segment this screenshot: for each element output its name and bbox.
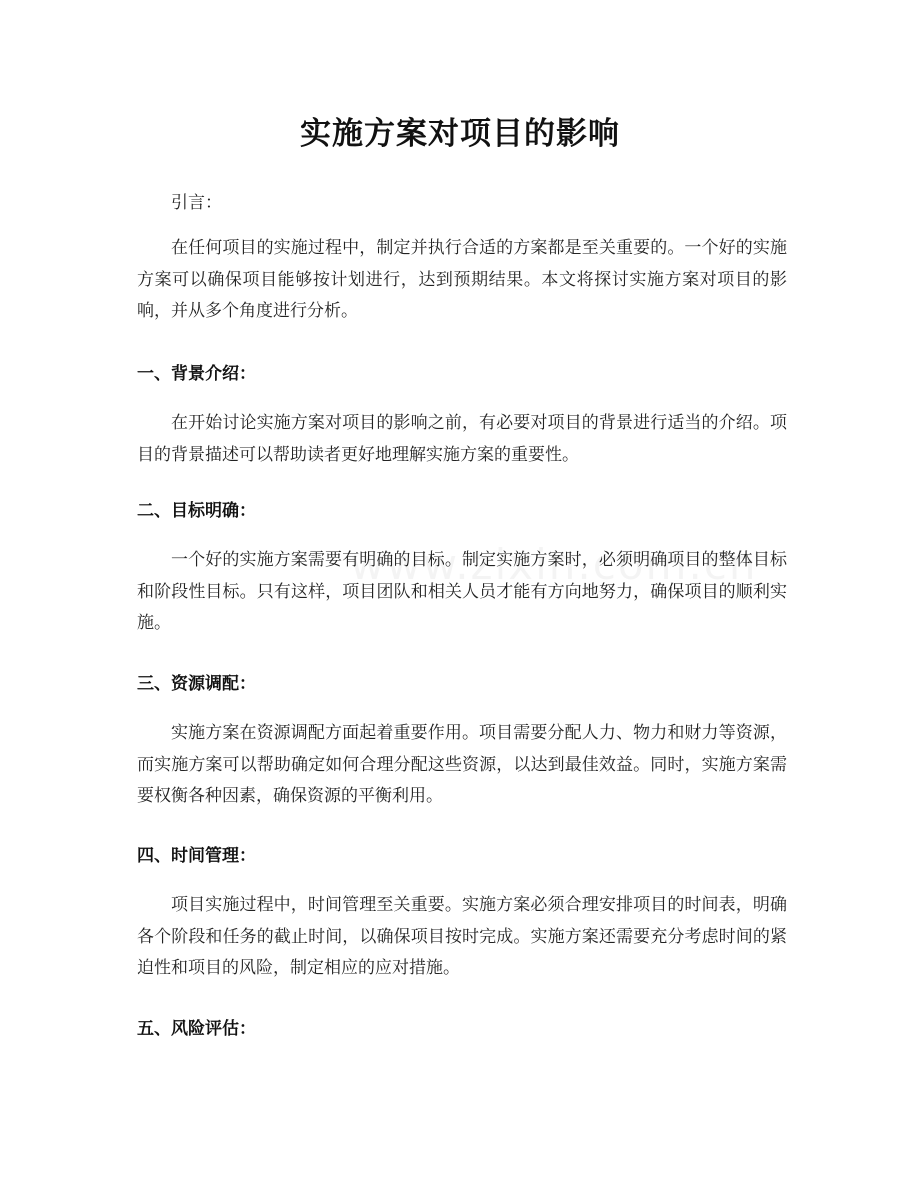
section-paragraph: 项目实施过程中，时间管理至关重要。实施方案必须合理安排项目的时间表，明确各个阶段和任务的截止时间，以确保项目按时完成。实施方案还需要充分考虑时间的紧迫性和项目的风险，制定相应的应对措施。 — [137, 895, 787, 978]
section-3-heading-block — [137, 671, 787, 697]
document-title: 实施方案对项目的影响 — [300, 116, 620, 152]
section-2-body-block — [137, 545, 787, 640]
intro-label: 引言： — [171, 193, 222, 213]
section-paragraph: 一个好的实施方案需要有明确的目标。制定实施方案时，必须明确项目的整体目标和阶段性目标。只有这样，项目团队和相关人员才能有方向地努力，确保项目的顺利实施。 — [137, 550, 787, 633]
section-heading: 四、时间管理： — [137, 846, 256, 866]
section-2-heading-block — [137, 498, 787, 524]
section-paragraph: 实施方案在资源调配方面起着重要作用。项目需要分配人力、物力和财力等资源，而实施方案可以帮助确定如何合理分配这些资源，以达到最佳效益。同时，实施方案需要权衡各种因素，确保资源的平衡利用。 — [137, 723, 787, 806]
section-1-heading-block — [137, 361, 787, 387]
intro-label-block — [137, 188, 787, 220]
section-4-heading-block — [137, 843, 787, 869]
section-heading: 二、目标明确： — [137, 501, 256, 521]
intro-block — [137, 233, 787, 328]
section-4-body-block — [137, 890, 787, 985]
section-heading: 三、资源调配： — [137, 674, 256, 694]
section-paragraph: 在开始讨论实施方案对项目的影响之前，有必要对项目的背景进行适当的介绍。项目的背景描述可以帮助读者更好地理解实施方案的重要性。 — [137, 413, 787, 465]
section-5-heading-block — [137, 1016, 787, 1042]
section-heading: 五、风险评估： — [137, 1019, 256, 1039]
section-1-body-block — [137, 408, 787, 471]
section-heading: 一、背景介绍： — [137, 364, 256, 384]
section-3-body-block — [137, 718, 787, 813]
intro-paragraph: 在任何项目的实施过程中，制定并执行合适的方案都是至关重要的。一个好的实施方案可以确保项目能够按计划进行，达到预期结果。本文将探讨实施方案对项目的影响，并从多个角度进行分析。 — [137, 238, 787, 321]
